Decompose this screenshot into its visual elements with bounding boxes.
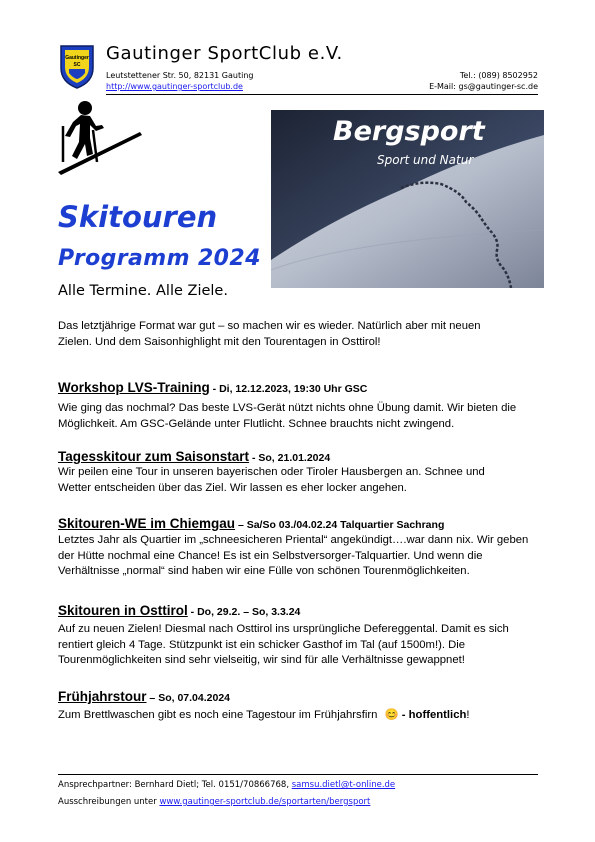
event-line: Möglichkeit. Am GSC-Gelände unter Flutlicht. Schnee brauchts nicht zwingend. xyxy=(58,417,455,430)
tagline: Alle Termine. Alle Ziele. xyxy=(58,283,228,299)
club-email: E-Mail: gs@gautinger-sc.de xyxy=(429,82,538,91)
event-details: – Sa/So 03./04.02.24 Talquartier Sachrang xyxy=(235,519,445,531)
footer-announce xyxy=(58,797,370,807)
footer-contact-email-link[interactable]: samsu.dietl@t-online.de xyxy=(291,780,396,790)
banner-subtitle: Sport und Natur xyxy=(377,153,474,167)
event-text-osttirol xyxy=(58,622,509,669)
event-details: – So, 07.04.2024 xyxy=(146,692,230,704)
event-line-end: ! xyxy=(466,709,470,721)
event-line: Wir peilen eine Tour in unseren bayerischen oder Tiroler Hausbergen an. Schnee und xyxy=(58,466,485,478)
intro-line-1: Das letztjährige Format war gut – so machen wir es wieder. Natürlich aber mit neuen xyxy=(58,320,481,332)
smiley-emoji-icon: 😊 xyxy=(384,709,399,721)
club-address: Leutstettener Str. 50, 82131 Gauting xyxy=(106,71,254,80)
event-text-chiemgau xyxy=(58,533,528,580)
footer-contact-label: Ansprechpartner: Bernhard Dietl; Tel. 0151/70866768, xyxy=(58,780,290,790)
event-heading-lvs xyxy=(58,380,367,395)
event-title: Skitouren-WE im Chiemgau xyxy=(58,516,236,531)
event-line: Zum Brettlwaschen gibt es noch eine Tagestour im Frühjahrsfirn xyxy=(58,709,378,721)
footer-announce-label: Ausschreibungen unter xyxy=(58,797,157,807)
event-heading-osttirol xyxy=(58,603,300,618)
club-logo xyxy=(57,42,97,90)
event-text-fruehjahrstour xyxy=(58,708,470,724)
event-line: Letztes Jahr als Quartier im „schneesicheren Priental“ angekündigt….war dann nix. Wir geben xyxy=(58,534,529,546)
event-title: Frühjahrstour xyxy=(58,689,147,704)
banner-title: Bergsport xyxy=(333,116,485,147)
event-details: - Di, 12.12.2023, 19:30 Uhr GSC xyxy=(209,383,368,395)
event-title: Tagesskitour zum Saisonstart xyxy=(58,449,250,464)
hoffentlich-bold: - hoffentlich xyxy=(398,709,467,721)
header-divider xyxy=(106,94,538,95)
event-heading-chiemgau xyxy=(58,516,444,531)
intro-paragraph xyxy=(58,319,481,350)
event-heading-fruehjahrstour xyxy=(58,689,230,704)
logo-text-top: Gautinger xyxy=(65,55,89,61)
event-text-saisonstart xyxy=(58,465,485,496)
event-heading-saisonstart xyxy=(58,449,330,464)
intro-line-2: Zielen. Und dem Saisonhighlight mit den Tourentagen in Osttirol! xyxy=(58,335,381,348)
footer-divider xyxy=(58,774,538,775)
page-subtitle: Programm 2024 xyxy=(58,246,261,271)
event-line: rentiert gleich 4 Tage. Stützpunkt ist ein schicker Gasthof im Tal (auf 1500m!). Die xyxy=(58,638,466,651)
skier-pictogram xyxy=(56,98,144,176)
event-title: Workshop LVS-Training xyxy=(58,380,210,395)
event-line: Verhältnisse „normal“ sind haben wir eine Fülle von schönen Tourenmöglichkeiten. xyxy=(58,565,470,577)
footer-contact xyxy=(58,780,395,790)
logo-text-bottom: SC xyxy=(73,62,81,68)
event-details: - So, 21.01.2024 xyxy=(249,452,331,464)
club-name: Gautinger SportClub e.V. xyxy=(106,43,343,64)
club-phone: Tel.: (089) 8502952 xyxy=(459,71,538,80)
event-line: Tourenmöglichkeiten sind sehr vielseitig, wir sind für alle Verhältnisse gewappnet! xyxy=(58,654,465,666)
event-title: Skitouren in Osttirol xyxy=(58,603,188,618)
event-line: Wetter entscheiden über das Ziel. Wir lassen es eher locker angehen. xyxy=(58,481,407,494)
footer-announce-link[interactable]: www.gautinger-sportclub.de/sportarten/bergsport xyxy=(159,797,371,807)
event-line: Wie ging das nochmal? Das beste LVS-Gerät nützt nichts ohne Übung damit. Wir bieten die xyxy=(58,402,517,414)
event-line: Auf zu neuen Zielen! Diesmal nach Osttirol ins ursprüngliche Defereggental. Damit es sich xyxy=(58,623,509,635)
bergsport-banner xyxy=(271,110,544,288)
club-website-link[interactable]: http://www.gautinger-sportclub.de xyxy=(106,82,243,91)
event-details: - Do, 29.2. – So, 3.3.24 xyxy=(187,606,301,618)
event-text-lvs xyxy=(58,401,516,432)
page-title: Skitouren xyxy=(58,200,218,234)
event-line: der Hütte nochmal eine Chance! Es ist ein Selbstversorger-Talquartier. Und wenn die xyxy=(58,549,483,562)
